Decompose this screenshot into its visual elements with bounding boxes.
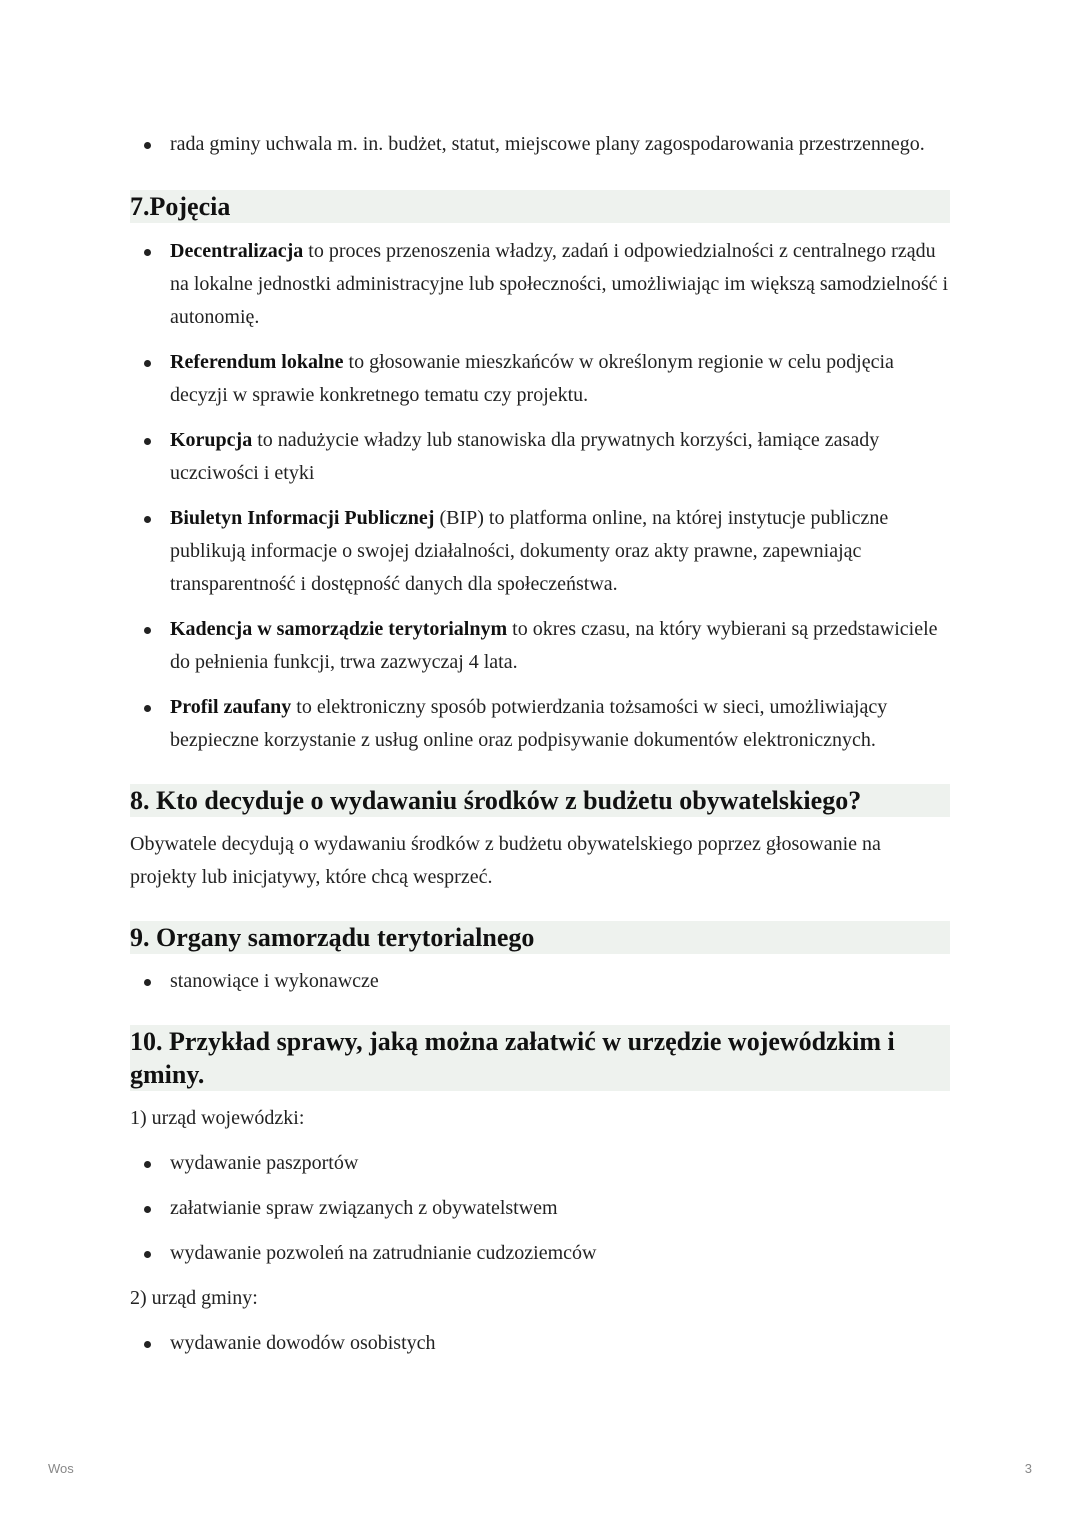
bullet-icon (144, 516, 151, 523)
list-item-text: wydawanie dowodów osobistych (170, 1332, 436, 1354)
definition-item (130, 346, 950, 412)
definition-text: to okres czasu, na który wybierani są przedstawiciele do pełnienia funkcji, trwa zazwyczaj 4 lata. (170, 618, 938, 673)
definition-text: to głosowanie mieszkańców w określonym regionie w celu podjęcia decyzji w sprawie konkretnego tematu czy projektu. (170, 351, 894, 406)
definition-item (130, 691, 950, 757)
bullet-icon (144, 705, 151, 712)
section-9-list (130, 965, 950, 998)
list-item (130, 128, 950, 161)
list-item (130, 1237, 950, 1270)
section-9-heading: 9. Organy samorządu terytorialnego (130, 921, 950, 954)
definition-item (130, 613, 950, 679)
bullet-icon (144, 1161, 151, 1168)
definition-text: to elektroniczny sposób potwierdzania tożsamości w sieci, umożliwiający bezpieczne korzystanie z usług online oraz podpisywanie dokumentów elektronicznych. (170, 696, 888, 751)
section-10-subheading-2: 2) urząd gminy: (130, 1287, 258, 1309)
bullet-icon (144, 438, 151, 445)
intro-list (130, 128, 950, 161)
definition-item (130, 502, 950, 601)
list-item-text: stanowiące i wykonawcze (170, 970, 379, 992)
definition-text: to proces przenoszenia władzy, zadań i odpowiedzialności z centralnego rządu na lokalne jednostki administracyjne lub społeczności, umożliwiając im większą samodzielność i autonomię. (170, 240, 949, 328)
section-10-heading: 10. Przykład sprawy, jaką można załatwić w urzędzie wojewódzkim i gminy. (130, 1025, 950, 1091)
list-item-text: załatwianie spraw związanych z obywatelstwem (170, 1197, 558, 1219)
definition-term: Decentralizacja (170, 240, 304, 262)
definition-item (130, 424, 950, 490)
bullet-icon (144, 360, 151, 367)
definition-term: Profil zaufany (170, 696, 292, 718)
definition-text: (BIP) to platforma online, na której instytucje publiczne publikują informacje o swojej działalności, dokumenty oraz akty prawne, zapewniając transparentność i dostępność danych dla społeczeństwa. (170, 507, 889, 595)
list-item (130, 1327, 950, 1360)
bullet-icon (144, 1206, 151, 1213)
bullet-icon (144, 979, 151, 986)
list-item-text: wydawanie paszportów (170, 1152, 359, 1174)
bullet-icon (144, 627, 151, 634)
section-7-list (130, 235, 950, 757)
bullet-icon (144, 1251, 151, 1258)
footer-page-number: 3 (1024, 1461, 1032, 1476)
bullet-icon (144, 1341, 151, 1348)
section-10-list-1 (130, 1147, 950, 1270)
definition-text: to nadużycie władzy lub stanowiska dla prywatnych korzyści, łamiące zasady uczciwości i etyki (170, 429, 880, 484)
list-item (130, 1147, 950, 1180)
definition-term: Korupcja (170, 429, 253, 451)
bullet-icon (144, 142, 151, 149)
definition-item (130, 235, 950, 334)
bullet-icon (144, 249, 151, 256)
section-10-subheading-1: 1) urząd wojewódzki: (130, 1107, 305, 1129)
document-page (130, 128, 950, 1372)
definition-term: Biuletyn Informacji Publicznej (170, 507, 435, 529)
list-item (130, 965, 950, 998)
section-8-heading: 8. Kto decyduje o wydawaniu środków z budżetu obywatelskiego? (130, 784, 950, 817)
section-10-list-2 (130, 1327, 950, 1360)
section-7-heading: 7.Pojęcia (130, 190, 950, 223)
definition-term: Referendum lokalne (170, 351, 344, 373)
list-item (130, 1192, 950, 1225)
section-8-paragraph: Obywatele decydują o wydawaniu środków z budżetu obywatelskiego poprzez głosowanie na projekty lub inicjatywy, które chcą wesprzeć. (130, 833, 881, 888)
list-item-text: rada gminy uchwala m. in. budżet, statut, miejscowe plany zagospodarowania przestrzennego. (170, 133, 925, 155)
list-item-text: wydawanie pozwoleń na zatrudnianie cudzoziemców (170, 1242, 597, 1264)
footer-document-name: Wos (48, 1461, 74, 1476)
definition-term: Kadencja w samorządzie terytorialnym (170, 618, 508, 640)
